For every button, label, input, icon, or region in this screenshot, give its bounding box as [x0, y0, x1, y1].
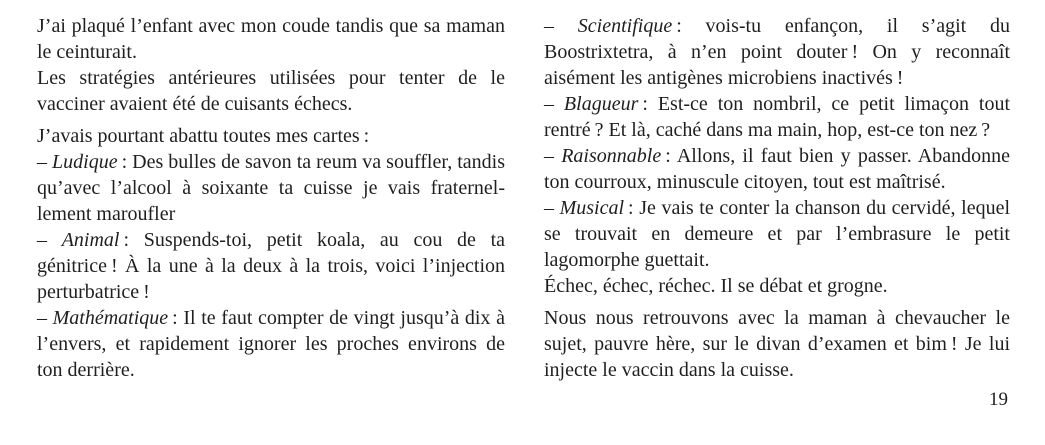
paragraph-strategy-blagueur [544, 91, 1010, 143]
strategy-label-raisonnable: Raisonnable [561, 145, 662, 167]
strategy-text: : vois-tu enfançon, il s’agit du Boostrixtetra, à n’en point douter ! On y reconnaît aisément les antigènes microbiens inactivés ! [544, 15, 1010, 89]
strategy-text: : Je vais te conter la chanson du cervidé, lequel se trouvait en demeure et par l’embrasure le petit lagomorphe guettait. [544, 197, 1011, 271]
paragraph-strategy-animal [37, 227, 505, 305]
strategy-label-scientifique: Scientifique [577, 15, 673, 37]
paragraph-intro-1: J’ai plaqué l’enfant avec mon coude tandis que sa maman le ceinturait. [37, 15, 505, 63]
dash: – [544, 15, 578, 37]
dash: – [37, 151, 53, 173]
paragraph-intro-2: Les stratégies antérieures utilisées pour tenter de le vacciner avaient été de cuisants échecs. [37, 67, 505, 115]
strategy-label-musical: Musical [559, 197, 625, 219]
strategy-label-blagueur: Blagueur [563, 93, 639, 115]
strategy-text: : Suspends-toi, petit koala, au cou de ta génitrice ! À la une à la deux à la trois, voici l’injection perturbatrice ! [37, 229, 506, 303]
left-column [37, 13, 505, 383]
strategy-text: : Est-ce ton nombril, ce petit limaçon tout rentré ? Et là, caché dans ma main, hop, est-ce ton nez ? [544, 93, 1010, 141]
dash: – [544, 145, 562, 167]
page-number: 19 [989, 389, 1008, 410]
dash: – [37, 229, 62, 251]
strategy-text: : Des bulles de savon ta reum va souffler, tandis qu’avec l’alcool à soixante ta cuisse je vais fraternellement maroufler [37, 151, 506, 225]
strategy-label-ludique: Ludique [52, 151, 118, 173]
strategy-label-mathematique: Mathématique [52, 307, 169, 329]
paragraph-strategy-ludique [37, 149, 505, 227]
paragraph-echec: Échec, échec, réchec. Il se débat et grogne. [544, 275, 888, 297]
paragraph-strategy-musical [544, 195, 1010, 273]
dash: – [544, 197, 560, 219]
right-column [544, 13, 1010, 383]
strategy-label-animal: Animal [61, 229, 120, 251]
paragraph-conclusion: Nous nous retrouvons avec la maman à chevaucher le sujet, pauvre hère, sur le divan d’examen et bim ! Je lui injecte le vaccin dans la cuisse. [544, 307, 1010, 381]
dash: – [37, 307, 53, 329]
paragraph-strategy-scientifique [544, 13, 1010, 91]
paragraph-cartes: J’avais pourtant abattu toutes mes cartes : [37, 125, 370, 147]
strategy-text: : Allons, il faut bien y passer. Abandonne ton courroux, minuscule citoyen, tout est maîtrisé. [544, 145, 1010, 193]
dash: – [544, 93, 564, 115]
strategy-text: : Il te faut compter de vingt jusqu’à dix à l’envers, et rapidement ignorer les proches environs de ton derrière. [37, 307, 505, 381]
paragraph-strategy-raisonnable [544, 143, 1010, 195]
paragraph-strategy-mathematique [37, 305, 505, 383]
